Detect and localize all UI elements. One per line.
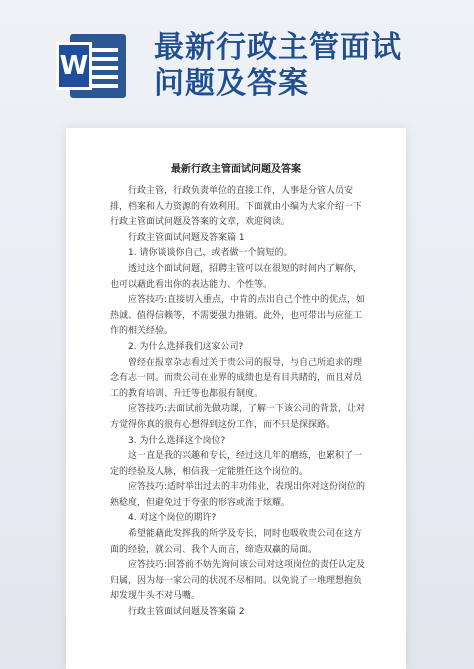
body-paragraph: 曾经在报章杂志看过关于贵公司的报导，与自己所追求的理念有志一同。而贵公司在业界的成绩也是有目共睹的，而且对员工的教育培训、升迁等也都很有制度。 <box>110 357 363 399</box>
body-paragraph: 应答技巧:去面试前先做功课，了解一下该公司的背景，让对方觉得你真的很有心想得到这份工作，而不只是探探路。 <box>110 404 366 430</box>
section-heading: 1. 请你谈谈你自己，或者做一个简短的。 <box>128 248 293 259</box>
body-paragraph: 希望能藉此发挥我的所学及专长，同时也吸收贵公司在这方面的经验，就公司、我个人而言，缔造双赢的局面。 <box>110 529 363 555</box>
section-heading: 3. 为什么选择这个岗位? <box>128 435 226 446</box>
body-paragraph: 透过这个面试问题，招聘主管可以在很短的时间内了解你，也可以藉此看出你的表达能力、个性等。 <box>110 263 363 290</box>
word-document-icon <box>56 34 126 98</box>
section-heading: 行政主管面试问题及答案篇 2 <box>128 607 245 618</box>
body-paragraph: 应答技巧:适时举出过去的丰功伟业，表现出你对这份岗位的熟稔度，但避免过于夸张的形容或流于炫耀。 <box>110 482 366 508</box>
word-icon-line <box>92 66 118 70</box>
document-page <box>66 128 406 669</box>
body-paragraph: 这一直是我的兴趣和专长，经过这几年的磨练，也累积了一定的经验及人脉，相信我一定能胜任这个岗位的。 <box>110 451 363 477</box>
hero-title <box>154 30 454 102</box>
word-icon-line <box>92 84 118 88</box>
body-paragraph: 行政主管，行政负责单位的直接工作，人事是分管人员安排，档案和人力资源的有效利用。下面就由小编为大家介绍一下行政主管面试问题及答案的文章，欢迎阅读。 <box>110 186 363 228</box>
body-paragraph: 应答技巧:回答前不妨先询问该公司对这项岗位的责任认定及归属，因为每一家公司的状况不尽相同。以免说了一堆理想抱负却发现牛头不对马嘴。 <box>110 560 366 602</box>
hero-title-line-2: 问题及答案 <box>154 66 309 101</box>
section-heading: 2. 为什么选择我们这家公司? <box>128 341 244 352</box>
body-paragraph: 应答技巧:直接切入重点，中肯的点出自己个性中的优点，如热诚、值得信赖等，不需要强力推销。此外，也可带出与应征工作的相关经验。 <box>110 295 366 337</box>
header <box>0 0 474 110</box>
section-heading: 行政主管面试问题及答案篇 1 <box>128 232 245 243</box>
word-icon-line <box>92 75 118 79</box>
word-icon-line <box>92 48 118 52</box>
word-icon-line <box>92 57 118 61</box>
document-body <box>110 184 366 621</box>
document-title: 最新行政主管面试问题及答案 <box>171 164 301 175</box>
section-heading: 4. 对这个岗位的期许? <box>128 513 217 524</box>
word-icon-letter: W <box>56 42 92 90</box>
hero-title-line-1: 最新行政主管面试 <box>154 30 402 65</box>
